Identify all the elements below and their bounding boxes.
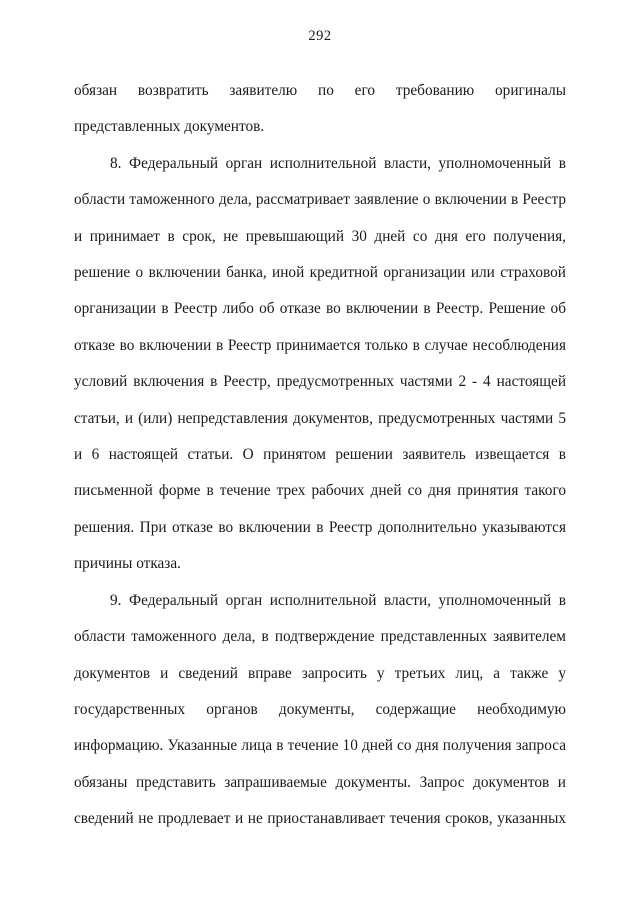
text-line: 8. Федеральный орган исполнительной власти, уполномоченный в bbox=[110, 154, 566, 172]
text-line: и 6 настоящей статьи. О принятом решении заявитель извещается в bbox=[74, 446, 566, 464]
text-line: области таможенного дела, в подтверждение представленных заявителем bbox=[74, 628, 566, 646]
text-line: организации в Реестр либо об отказе во включении в Реестр. Решение об bbox=[74, 300, 566, 318]
text-line: 9. Федеральный орган исполнительной власти, уполномоченный в bbox=[110, 591, 566, 609]
text-line: обязан возвратить заявителю по его требованию оригиналы bbox=[74, 82, 566, 99]
text-line: обязаны представить запрашиваемые документы. Запрос документов и bbox=[74, 773, 566, 791]
paragraph bbox=[74, 73, 566, 146]
text-line: условий включения в Реестр, предусмотренных частями 2 - 4 настоящей bbox=[74, 373, 566, 391]
page-number: 292 bbox=[308, 28, 332, 44]
text-line: причины отказа. bbox=[74, 555, 181, 573]
text-line: статьи, и (или) непредставления документов, предусмотренных частями 5 bbox=[74, 409, 566, 427]
text-line: решение о включении банка, иной кредитной организации или страховой bbox=[74, 264, 566, 282]
text-line: письменной форме в течение трех рабочих дней со дня принятия такого bbox=[74, 482, 566, 500]
paragraph bbox=[74, 583, 566, 838]
text-line: информацию. Указанные лица в течение 10 дней со дня получения запроса bbox=[74, 737, 566, 755]
text-line: документов и сведений вправе запросить у третьих лиц, а также у bbox=[74, 664, 566, 682]
text-line: решения. При отказе во включении в Реестр дополнительно указываются bbox=[74, 518, 566, 536]
paragraph bbox=[74, 146, 566, 583]
text-line: представленных документов. bbox=[74, 118, 265, 136]
text-line: и принимает в срок, не превышающий 30 дней со дня его получения, bbox=[74, 227, 566, 245]
text-line: области таможенного дела, рассматривает заявление о включении в Реестр bbox=[74, 191, 566, 209]
text-line: государственных органов документы, содержащие необходимую bbox=[74, 700, 566, 718]
text-line: сведений не продлевает и не приостанавливает течения сроков, указанных bbox=[74, 810, 566, 828]
text-line: отказе во включении в Реестр принимается только в случае несоблюдения bbox=[74, 336, 566, 354]
text-block bbox=[74, 73, 566, 838]
